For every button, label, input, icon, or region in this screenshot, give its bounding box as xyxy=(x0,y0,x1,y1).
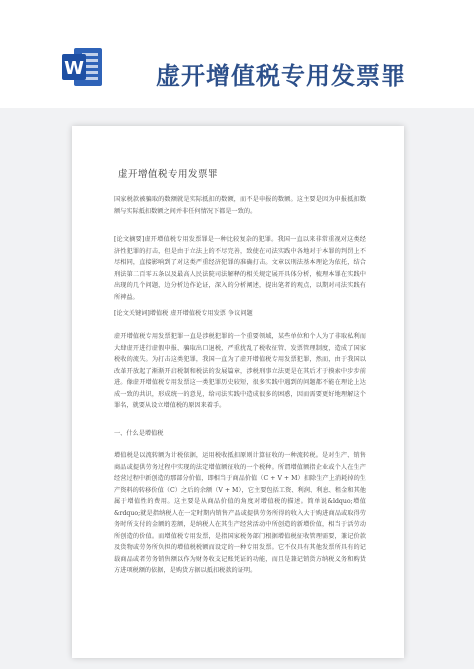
svg-text:W: W xyxy=(64,58,84,79)
paragraph: [论文关键词]增值税 虚开增值税专用发票 争议问题 xyxy=(114,310,253,317)
page-title: 虚开增值税专用发票罪 xyxy=(156,62,406,90)
paragraph: [论文摘要]虚开增值税专用发票罪是一种比较复杂的犯罪。我国一直以来非常重视对这类经济性犯罪的打击，但是由于立法上的不尽完善，致使在司法实践中各地对于本罪的判罚上不尽相同，直接影响到了对这类严重经济犯罪的准确打击。文章以刑法基本理论为依托，结合刑法第二百零五条以及最高人民法院司法解释的相关规定展开具体分析，梳理本罪在实践中出现的几个问题，边分析边作论证，深入的分析阐述，提出笔者的观点，以期对司法实践有所裨益。 xyxy=(114,236,366,301)
header-banner xyxy=(0,0,474,108)
word-icon xyxy=(62,48,102,86)
paragraph: 虚开增值税专用发票犯罪一直是涉税犯罪的一个重要领域，某些单位和个人为了非取私利而大肆虚开进行虚假申报、骗取出口退税，严重扰乱了税收征管、发票管理制度，造成了国家税收的流失。为打击这类犯罪，我国一直为了虚开增值税专用发票犯罪，然而，由于我国以改革开放起了渐渐开启税制和税法的发展篇章，涉税刑事立法更是在其后才于摸索中步步前进。像虚开增值税专用发票这一类犯罪历史较短，很多实践中遇到的问题都不能在理论上达成一致的共识，形成统一的意见，给司法实践中造成很多的困惑，因而需要更好地理解这个罪名，就要从设立增值税的原因来着手。 xyxy=(114,333,366,409)
paragraph: 国家税款被骗取的数额就是实际抵扣的数额，而不是申报的数额。这主要是因为申报抵扣数额与实际抵扣数额之间并非任何情况下都是一致的。 xyxy=(114,196,366,215)
document-title: 虚开增值税专用发票罪 xyxy=(118,169,219,180)
section-heading: 一、什么是增值税 xyxy=(114,430,164,437)
document-page xyxy=(72,126,404,658)
paragraph: 增值税是以流转额为计税依据，运用税收抵扣原则计算征收的一种流转税。是对生产、销售商品或提供劳务过程中实现的法定增值额征收的一个税种。所谓增值额指企业或个人在生产经营过程中新创造的那部分价值，即相当于商品价值（C + V + M）扣除生产上消耗掉的生产资料的转移价值（C）之后的余额（V + M），它主要包括工资、利润、利息、租金和其他属于增值性的费用。这主要是从商品价值的角度对增值税的描述。简单说&ldquo;增值&rdquo;就是指纳税人在一定时期内销售产品或提供劳务所得的收入大于购进商品或取得劳务时所支付的金额的差额，是纳税人在其生产经营活动中所创造的新增价值，相当于活劳动所创造的价值。而增值税专用发票，是指国家税务部门根据增值税征收管理需要，兼记价款及货物或劳务所负担的增值税税额而设定的一种专用发票。它不仅具有其他发票所具有的记载商品或者劳务销售额以作为财务收支记账凭证的功能，而且是兼记销货方纳税义务和购货方进项税额的依据，是购货方据以抵扣税款的证明。 xyxy=(114,452,366,574)
